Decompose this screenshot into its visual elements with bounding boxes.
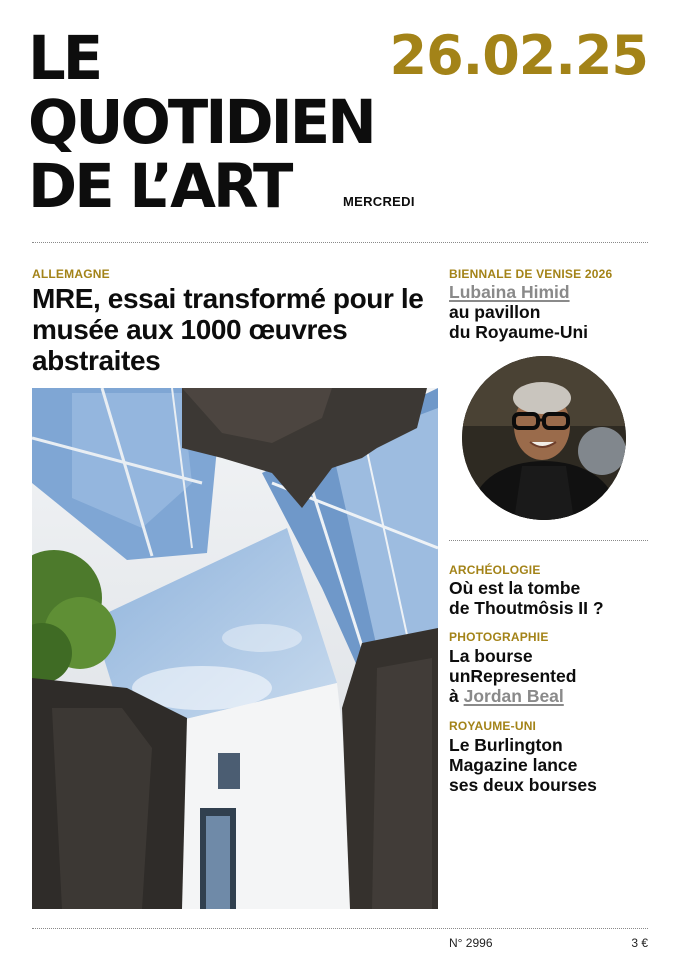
story-photographie-kicker: PHOTOGRAPHIE [449,630,549,644]
story-royaume-uni-headline[interactable] [449,735,659,795]
side-feature-person-link[interactable]: Lubaina Himid [449,282,570,302]
story-photographie-line-2: unRepresented [449,666,577,686]
story-archeologie-line-2: de Thoutmôsis II ? [449,598,604,618]
story-photographie-line-3-prefix: à [449,686,464,706]
story-royaume-uni-line-2: Magazine lance [449,755,578,775]
header-divider [32,242,648,243]
side-feature-headline-line-3: du Royaume-Uni [449,322,589,342]
side-feature-headline[interactable] [449,282,659,342]
footer-divider [32,928,648,929]
story-photographie-line-1: La bourse [449,646,533,666]
masthead-title-line-1: LE [28,23,101,94]
issue-date: 26.02.25 [389,24,648,87]
story-archeologie-kicker: ARCHÉOLOGIE [449,563,541,577]
side-feature-headline-line-2: au pavillon [449,302,541,322]
main-story-photo[interactable] [32,388,438,909]
masthead-title-line-3: DE L’ART [28,151,291,222]
museum-courtyard-photo-icon [32,388,438,909]
portrait-photo-icon [462,356,626,520]
issue-weekday: MERCREDI [343,194,415,209]
side-divider [449,540,648,541]
main-story-kicker: ALLEMAGNE [32,267,110,281]
story-royaume-uni-line-1: Le Burlington [449,735,563,755]
side-feature-portrait[interactable] [462,356,626,520]
issue-number: N° 2996 [449,936,493,950]
side-feature-kicker: BIENNALE DE VENISE 2026 [449,267,613,281]
story-archeologie-line-1: Où est la tombe [449,578,581,598]
masthead-title-line-2: QUOTIDIEN [28,87,374,158]
story-photographie-headline[interactable] [449,646,659,706]
story-royaume-uni-line-3: ses deux bourses [449,775,597,795]
issue-price: 3 € [631,936,648,950]
story-royaume-uni-kicker: ROYAUME-UNI [449,719,537,733]
story-archeologie-headline[interactable] [449,578,659,618]
story-photographie-person-link[interactable]: Jordan Beal [463,686,564,706]
main-story-headline[interactable]: MRE, essai transformé pour le musée aux 1000 œuvres abstraites [32,283,424,376]
